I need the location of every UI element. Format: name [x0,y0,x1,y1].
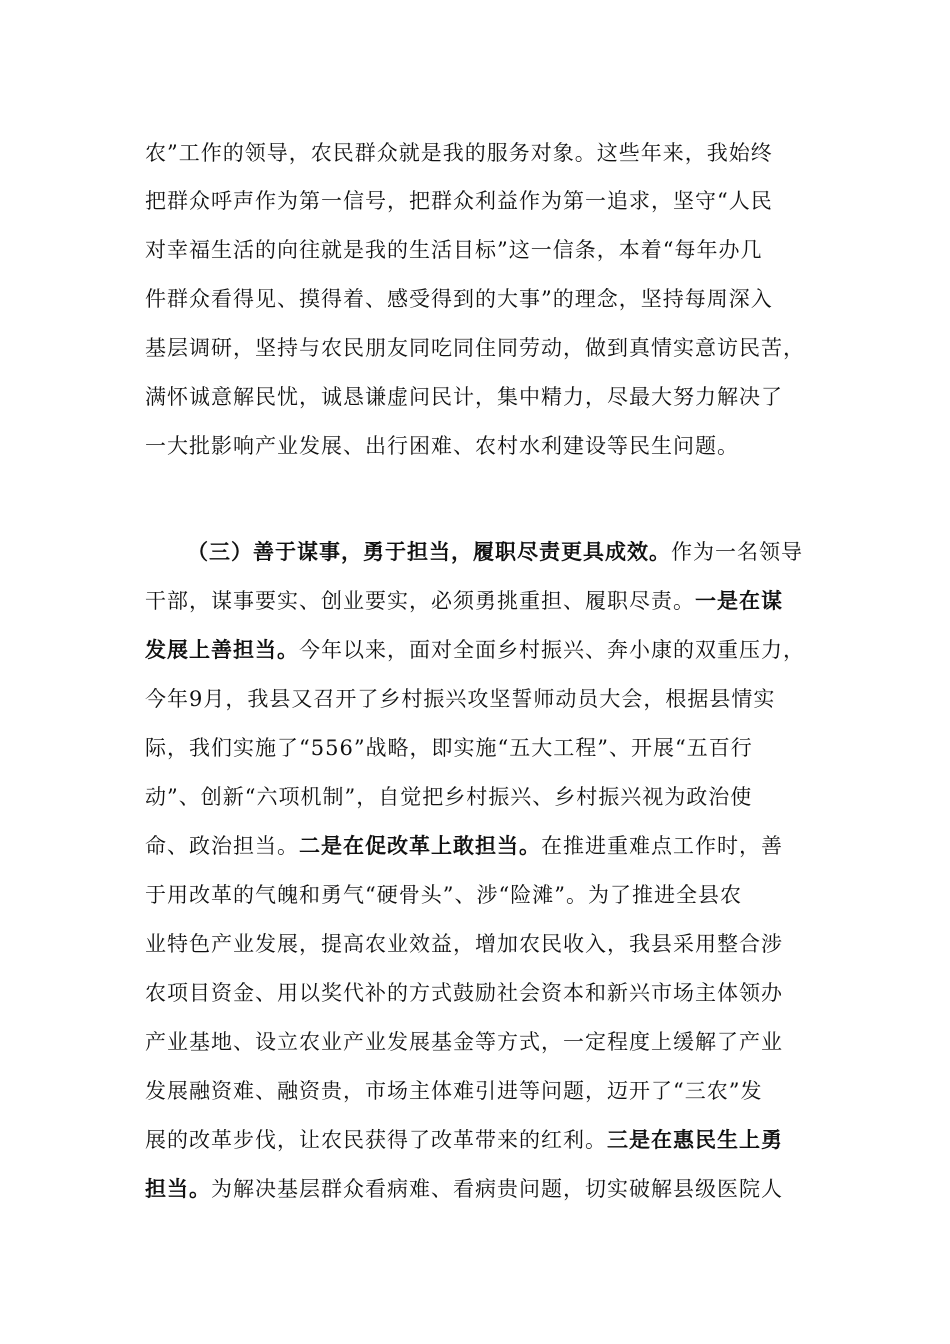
bold-key-point: 一是在谋 [695,588,783,613]
paragraph-2-line-3 [145,635,815,665]
text-run: 展的改革步伐，让农民获得了改革带来的红利。 [145,1128,607,1152]
paragraph-1-line-2: 把群众呼声作为第一信号，把群众利益作为第一追求，坚守“人民 [145,189,773,213]
bold-key-point: 三是在惠民生上勇 [607,1127,783,1152]
paragraph-2-line-12: 发展融资难、融资贵，市场主体难引进等问题，迈开了“三农”发 [145,1079,763,1103]
paragraph-2-line-11: 产业基地、设立农业产业发展基金等方式，一定程度上缓解了产业 [145,1030,783,1054]
paragraph-2-line-8: 于用改革的气魄和勇气“硬骨头”、涉“险滩”。为了推进全县农 [145,883,742,907]
bold-key-point: 发展上善担当。 [145,637,299,662]
paragraph-1-line-4: 件群众看得见、摸得着、感受得到的大事”的理念，坚持每周深入 [145,287,773,311]
paragraph-1-line-3: 对幸福生活的向往就是我的生活目标”这一信条，本着“每年办几 [145,238,763,262]
section-heading: （三）善于谋事，勇于担当，履职尽责更具成效。 [187,539,671,564]
paragraph-2-line-6: 动”、创新“六项机制”，自觉把乡村振兴、乡村振兴视为政治使 [145,785,753,809]
paragraph-2-line-14 [145,1174,815,1204]
paragraph-2-line-1 [187,537,815,567]
paragraph-2-line-2 [145,586,815,616]
paragraph-2-line-13 [145,1125,815,1155]
text-run: 作为一名领导 [671,540,803,564]
text-run: 为解决基层群众看病难、看病贵问题，切实破解县级医院人 [211,1177,783,1201]
text-run: 在推进重难点工作时，善 [541,834,783,858]
paragraph-1-line-6: 满怀诚意解民忧，诚恳谦虚问民计，集中精力，尽最大努力解决了 [145,385,783,409]
text-run: 干部，谋事要实、创业要实，必须勇挑重担、履职尽责。 [145,589,695,613]
paragraph-1-line-5: 基层调研，坚持与农民朋友同吃同住同劳动，做到真情实意访民苦， [145,336,805,360]
bold-key-point: 担当。 [145,1176,211,1201]
bold-key-point: 二是在促改革上敢担当。 [299,833,541,858]
paragraph-1-line-7: 一大批影响产业发展、出行困难、农村水利建设等民生问题。 [145,434,739,458]
paragraph-2-line-4: 今年9月，我县又召开了乡村振兴攻坚誓师动员大会，根据县情实 [145,687,776,711]
text-run: 命、政治担当。 [145,834,299,858]
paragraph-2-line-10: 农项目资金、用以奖代补的方式鼓励社会资本和新兴市场主体领办 [145,981,783,1005]
paragraph-1-line-1: 农”工作的领导，农民群众就是我的服务对象。这些年来，我始终 [145,141,773,165]
text-run: 今年以来，面对全面乡村振兴、奔小康的双重压力， [299,638,805,662]
paragraph-2-line-7 [145,831,815,861]
paragraph-2-line-5: 际，我们实施了“556”战略，即实施“五大工程”、开展“五百行 [145,736,753,760]
paragraph-2-line-9: 业特色产业发展，提高农业效益，增加农民收入，我县采用整合涉 [145,932,783,956]
